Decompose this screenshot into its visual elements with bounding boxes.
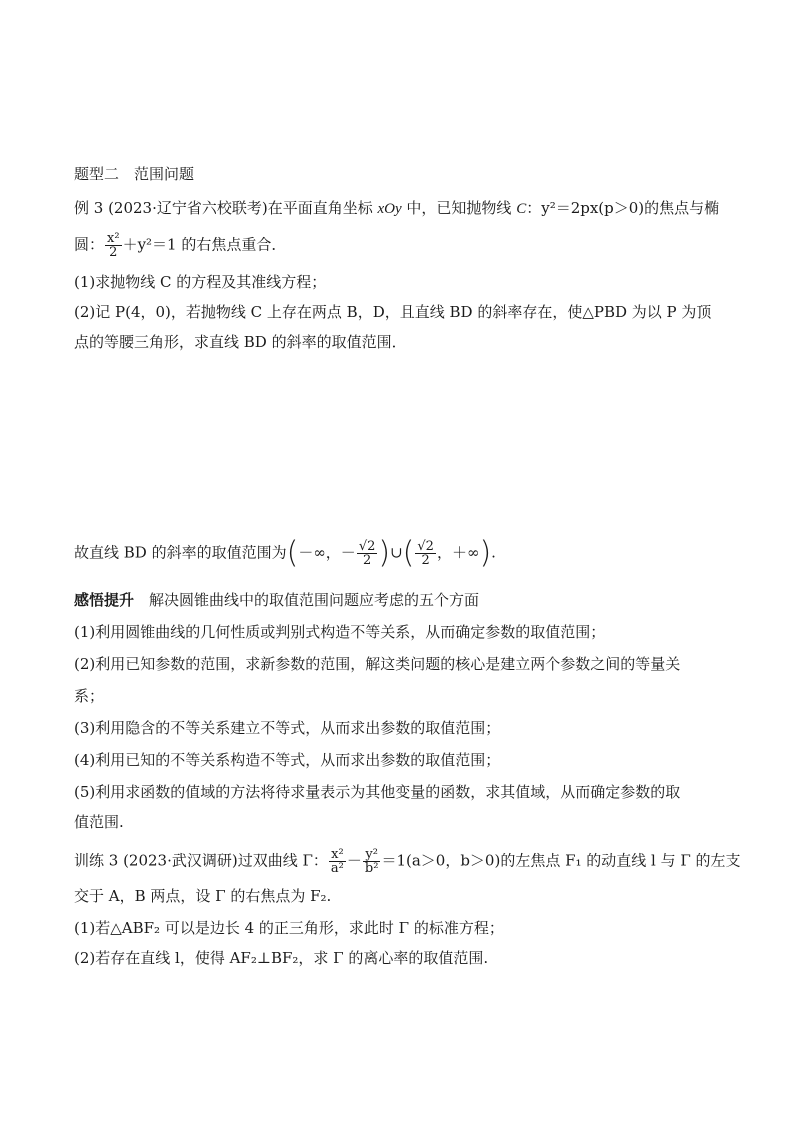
question-1: (1)求抛物线 C 的方程及其准线方程；: [74, 273, 327, 291]
insight-title: 解决圆锥曲线中的取值范围问题应考虑的五个方面: [149, 591, 480, 609]
sqrt2-fraction: [357, 540, 378, 567]
paren-right: ): [378, 535, 391, 571]
frac-denominator: 2: [362, 553, 372, 568]
frac-numerator: √2: [417, 539, 434, 554]
interval-left: －∞，－: [298, 543, 356, 562]
paren-right: ): [479, 535, 492, 571]
question-2-line-1: (2)记 P(4，0)，若抛物线 C 上存在两点 B，D，且直线 BD 的斜率存在，使△PBD 为以 P 为顶: [74, 303, 712, 321]
insight-item: (1)利用圆锥曲线的几何性质或判别式构造不等关系，从而确定参数的取值范围；: [74, 623, 606, 641]
var-xoy: xOy: [377, 201, 402, 217]
hyperbola-fraction-y: [363, 848, 381, 875]
example-text: ＋y²＝1 的右焦点重合．: [122, 235, 287, 254]
frac-denominator: 2: [421, 553, 430, 568]
paren-left: (: [402, 535, 415, 571]
hyperbola-fraction-x: [329, 848, 346, 875]
insight-item: (2)利用已知参数的范围，求新参数的范围，解这类问题的核心是建立两个参数之间的等量关: [74, 655, 681, 673]
example-line-2: [74, 232, 286, 259]
paren-left: (: [286, 535, 299, 571]
training-line-1: [74, 848, 741, 875]
interval-right: ，＋∞: [436, 543, 480, 562]
frac-numerator: x²: [107, 231, 120, 246]
insight-item: (4)利用已知的不等关系构造不等式，从而求出参数的取值范围；: [74, 751, 501, 769]
ellipse-fraction: [105, 232, 122, 259]
training-text: 训练 3 (2023·武汉调研)过双曲线 Γ：: [74, 851, 328, 870]
frac-numerator: y²: [363, 848, 381, 862]
training-text: ＝1(a＞0，b＞0)的左焦点 F₁ 的动直线 l 与 Γ 的左支: [381, 851, 741, 870]
example-line-1: [74, 198, 719, 219]
frac-denominator: a²: [330, 861, 344, 876]
var-c: C: [516, 201, 527, 217]
insight-label: 感悟提升: [74, 591, 135, 609]
insight-heading: [74, 590, 479, 610]
insight-item: (3)利用隐含的不等关系建立不等式，从而求出参数的取值范围；: [74, 719, 501, 737]
example-text: 圆：: [74, 235, 105, 254]
answer-text: 故直线 BD 的斜率的取值范围为: [74, 543, 287, 562]
frac-numerator: √2: [358, 539, 376, 554]
union-symbol: ∪: [390, 543, 403, 562]
training-question-1: (1)若△ABF₂ 可以是边长 4 的正三角形，求此时 Γ 的标准方程；: [74, 919, 504, 937]
section-title: 题型二 范围问题: [74, 165, 195, 183]
frac-denominator: b²: [364, 861, 379, 876]
example-text: 中，已知抛物线: [401, 199, 517, 217]
parabola-equation: ：y²＝2px(p＞0)的焦点与椭: [526, 199, 720, 217]
sqrt2-fraction: [415, 540, 436, 567]
example-text: 例 3 (2023·辽宁省六校联考)在平面直角坐标: [74, 199, 378, 217]
period: .: [491, 543, 496, 562]
minus-sign: －: [346, 851, 362, 870]
insight-item: (5)利用求函数的值域的方法将待求量表示为其他变量的函数，求其值域，从而确定参数的取: [74, 783, 681, 801]
insight-item: 系；: [74, 687, 105, 705]
training-line-2: 交于 A，B 两点，设 Γ 的右焦点为 F₂.: [74, 887, 332, 905]
training-question-2: (2)若存在直线 l，使得 AF₂⊥BF₂，求 Γ 的离心率的取值范围.: [74, 949, 489, 967]
question-2-line-2: 点的等腰三角形，求直线 BD 的斜率的取值范围．: [74, 333, 407, 351]
frac-numerator: x²: [329, 848, 346, 862]
frac-denominator: 2: [109, 245, 118, 260]
insight-item: 值范围.: [74, 813, 124, 831]
answer-line: [74, 535, 496, 571]
